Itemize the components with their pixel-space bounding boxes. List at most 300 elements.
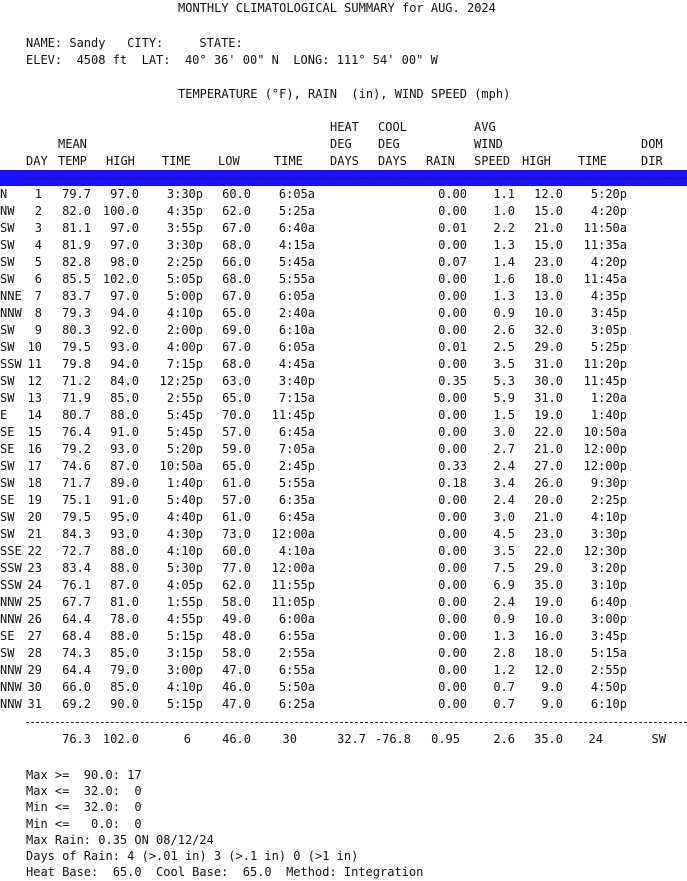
table-row [0,560,687,577]
cell-speed: 1.4 [493,255,515,269]
header-day: DAY [26,154,48,168]
header-heat: HEAT [330,120,359,134]
cell-day: 16 [27,442,42,456]
cell-wtime: 5:20p [590,187,627,201]
cell-low: 59.0 [222,442,251,456]
cell-high: 91.0 [110,425,139,439]
cell-rain: 0.00 [438,612,467,626]
table-row [0,441,687,458]
cell-day: 27 [27,629,42,643]
total-high: 102.0 [102,732,139,746]
cell-time: 5:00p [166,289,203,303]
cell-high: 89.0 [110,476,139,490]
stat-max-rain: Max Rain: 0.35 ON 08/12/24 [26,832,214,847]
cell-speed: 3.0 [493,510,515,524]
cell-speed: 2.8 [493,646,515,660]
cell-time2: 2:45p [278,459,315,473]
cell-low: 60.0 [222,187,251,201]
cell-mean: 80.7 [62,408,91,422]
cell-mean: 81.9 [62,238,91,252]
cell-wtime: 4:20p [590,255,627,269]
cell-time2: 7:15a [278,391,315,405]
cell-whigh: 18.0 [534,646,563,660]
cell-low: 57.0 [222,493,251,507]
cell-rain: 0.00 [438,425,467,439]
cell-dir: SW [0,238,15,252]
cell-high: 85.0 [110,391,139,405]
cell-whigh: 31.0 [534,357,563,371]
cell-rain: 0.00 [438,306,467,320]
cell-speed: 0.9 [493,306,515,320]
cell-dir: SW [0,374,15,388]
total-low-day: 30 [282,732,297,746]
cell-low: 63.0 [222,374,251,388]
cell-low: 49.0 [222,612,251,626]
cell-dir: SSW [0,561,22,575]
cell-speed: 1.2 [493,663,515,677]
cell-wtime: 11:50a [583,221,627,235]
cell-time: 5:30p [166,561,203,575]
cell-day: 6 [34,272,42,286]
cell-dir: NNW [0,612,22,626]
cell-mean: 80.3 [62,323,91,337]
table-row [0,628,687,645]
cell-time2: 5:55a [278,476,315,490]
cell-time2: 6:35a [278,493,315,507]
header-heat-deg: DEG [330,137,352,151]
table-row [0,322,687,339]
cell-speed: 0.7 [493,680,515,694]
cell-mean: 64.4 [62,612,91,626]
cell-low: 65.0 [222,306,251,320]
cell-high: 97.0 [110,221,139,235]
cell-rain: 0.00 [438,493,467,507]
cell-wtime: 3:20p [590,561,627,575]
cell-dir: NNW [0,595,22,609]
cell-time: 4:10p [166,680,203,694]
cell-wtime: 3:10p [590,578,627,592]
cell-whigh: 23.0 [534,527,563,541]
cell-time: 1:55p [166,595,203,609]
cell-time2: 6:05a [278,340,315,354]
cell-speed: 0.7 [493,697,515,711]
cell-dir: SW [0,527,15,541]
stat-min-le-32: Min <= 32.0: 0 [26,800,142,815]
stat-min-le-0: Min <= 0.0: 0 [26,816,142,831]
table-row [0,203,687,220]
cell-whigh: 23.0 [534,255,563,269]
cell-whigh: 15.0 [534,204,563,218]
cell-time2: 6:00a [278,612,315,626]
cell-wtime: 11:35a [583,238,627,252]
table-row [0,662,687,679]
cell-wtime: 4:10p [590,510,627,524]
header-heat-days: DAYS [330,154,359,168]
cell-low: 62.0 [222,204,251,218]
cell-time: 4:00p [166,340,203,354]
header-cool-deg: DEG [378,137,400,151]
table-row [0,305,687,322]
table-row [0,458,687,475]
cell-speed: 2.4 [493,493,515,507]
header-rain: RAIN [426,154,455,168]
cell-low: 68.0 [222,238,251,252]
cell-whigh: 30.0 [534,374,563,388]
cell-time2: 6:05a [278,289,315,303]
cell-dir: SW [0,340,15,354]
cell-whigh: 9.0 [541,680,563,694]
header-dir: DIR [641,154,663,168]
cell-time: 3:30p [166,187,203,201]
cell-rain: 0.35 [438,374,467,388]
cell-whigh: 19.0 [534,595,563,609]
cell-rain: 0.00 [438,272,467,286]
cell-day: 18 [27,476,42,490]
cell-dir: N [0,187,8,201]
cell-mean: 79.2 [62,442,91,456]
cell-wtime: 12:30p [583,544,627,558]
cell-wtime: 2:55p [590,663,627,677]
cell-rain: 0.00 [438,510,467,524]
cell-speed: 5.3 [493,374,515,388]
cell-wtime: 10:50a [583,425,627,439]
header-cool-days: DAYS [378,154,407,168]
cell-low: 57.0 [222,425,251,439]
cell-dir: NNE [0,289,22,303]
cell-wtime: 3:05p [590,323,627,337]
cell-low: 58.0 [222,595,251,609]
total-cool-days: -76.8 [374,732,411,746]
cell-mean: 69.2 [62,697,91,711]
cell-whigh: 18.0 [534,272,563,286]
cell-whigh: 29.0 [534,561,563,575]
cell-rain: 0.00 [438,697,467,711]
table-row [0,373,687,390]
totals-separator [26,722,687,723]
cell-mean: 83.4 [62,561,91,575]
header-wind-time: TIME [578,154,607,168]
cell-wtime: 6:40p [590,595,627,609]
stat-max-le-32: Max <= 32.0: 0 [26,784,142,799]
cell-dir: NNW [0,663,22,677]
cell-speed: 2.6 [493,323,515,337]
cell-day: 25 [27,595,42,609]
cell-wtime: 3:45p [590,306,627,320]
header-avg: AVG [474,120,496,134]
cell-day: 30 [27,680,42,694]
cell-mean: 64.4 [62,663,91,677]
cell-time: 10:50a [159,459,203,473]
table-row [0,509,687,526]
cell-speed: 7.5 [493,561,515,575]
cell-time2: 6:45a [278,425,315,439]
table-row [0,543,687,560]
cell-mean: 68.4 [62,629,91,643]
cell-dir: SW [0,510,15,524]
cell-rain: 0.00 [438,323,467,337]
table-row [0,220,687,237]
cell-day: 7 [34,289,42,303]
cell-low: 62.0 [222,578,251,592]
cell-speed: 1.5 [493,408,515,422]
cell-time: 3:00p [166,663,203,677]
cell-mean: 71.2 [62,374,91,388]
cell-mean: 76.1 [62,578,91,592]
cell-low: 58.0 [222,646,251,660]
cell-wtime: 11:20p [583,357,627,371]
table-row [0,611,687,628]
cell-day: 1 [34,187,42,201]
cell-high: 97.0 [110,289,139,303]
cell-rain: 0.00 [438,289,467,303]
table-row [0,696,687,713]
cell-low: 65.0 [222,391,251,405]
cell-high: 81.0 [110,595,139,609]
cell-time: 4:10p [166,544,203,558]
cell-low: 48.0 [222,629,251,643]
cell-day: 28 [27,646,42,660]
cell-rain: 0.33 [438,459,467,473]
total-wind-day: 24 [588,732,603,746]
cell-time: 2:25p [166,255,203,269]
cell-dir: SW [0,221,15,235]
total-rain: 0.95 [431,732,460,746]
total-high-day: 6 [183,732,191,746]
cell-time: 4:30p [166,527,203,541]
report-title: MONTHLY CLIMATOLOGICAL SUMMARY for AUG. 2024 [178,1,496,15]
cell-rain: 0.00 [438,595,467,609]
cell-high: 94.0 [110,306,139,320]
cell-dir: SW [0,323,15,337]
cell-low: 67.0 [222,289,251,303]
cell-speed: 3.0 [493,425,515,439]
cell-time2: 6:25a [278,697,315,711]
header-mean: MEAN [58,137,87,151]
cell-speed: 6.9 [493,578,515,592]
table-row [0,594,687,611]
cell-wtime: 12:00p [583,459,627,473]
cell-wtime: 3:30p [590,527,627,541]
cell-high: 88.0 [110,629,139,643]
cell-time: 5:45p [166,425,203,439]
cell-whigh: 27.0 [534,459,563,473]
cell-time2: 6:05a [278,187,315,201]
cell-speed: 4.5 [493,527,515,541]
cell-time: 1:40p [166,476,203,490]
cell-mean: 75.1 [62,493,91,507]
cell-time: 5:05p [166,272,203,286]
cell-low: 47.0 [222,663,251,677]
cell-day: 13 [27,391,42,405]
cell-rain: 0.00 [438,187,467,201]
cell-high: 90.0 [110,697,139,711]
cell-day: 15 [27,425,42,439]
stat-bases: Heat Base: 65.0 Cool Base: 65.0 Method: Integration [26,865,424,880]
cell-whigh: 22.0 [534,544,563,558]
cell-whigh: 21.0 [534,221,563,235]
cell-time: 2:55p [166,391,203,405]
cell-mean: 79.7 [62,187,91,201]
cell-mean: 84.3 [62,527,91,541]
cell-dir: NNW [0,306,22,320]
cell-high: 97.0 [110,187,139,201]
cell-dir: E [0,408,8,422]
header-time: TIME [162,154,191,168]
cell-time: 7:15p [166,357,203,371]
cell-dir: SW [0,272,15,286]
separator-line [26,178,687,179]
cell-time2: 2:40a [278,306,315,320]
cell-wtime: 9:30p [590,476,627,490]
cell-high: 91.0 [110,493,139,507]
total-dom-dir: SW [651,732,666,746]
cell-wtime: 11:45p [583,374,627,388]
summary-stats [26,767,423,880]
cell-wtime: 12:00p [583,442,627,456]
cell-speed: 3.5 [493,357,515,371]
cell-high: 94.0 [110,357,139,371]
cell-speed: 1.3 [493,238,515,252]
cell-day: 21 [27,527,42,541]
cell-day: 29 [27,663,42,677]
cell-whigh: 12.0 [534,663,563,677]
cell-mean: 79.5 [62,510,91,524]
cell-mean: 74.3 [62,646,91,660]
table-row [0,679,687,696]
header-cool: COOL [378,120,407,134]
cell-speed: 1.6 [493,272,515,286]
cell-speed: 1.1 [493,187,515,201]
cell-rain: 0.00 [438,408,467,422]
cell-high: 93.0 [110,340,139,354]
units-subtitle: TEMPERATURE (°F), RAIN (in), WIND SPEED (mph) [178,87,511,101]
cell-speed: 1.0 [493,204,515,218]
cell-dir: SW [0,391,15,405]
header-speed: SPEED [474,154,511,168]
cell-wtime: 5:15a [590,646,627,660]
header-wind-high: HIGH [522,154,551,168]
cell-high: 93.0 [110,527,139,541]
cell-time: 2:00p [166,323,203,337]
cell-day: 26 [27,612,42,626]
total-heat-days: 32.7 [337,732,366,746]
cell-day: 4 [34,238,42,252]
cell-whigh: 26.0 [534,476,563,490]
cell-high: 93.0 [110,442,139,456]
cell-high: 92.0 [110,323,139,337]
table-row [0,356,687,373]
table-row [0,254,687,271]
table-row [0,271,687,288]
cell-day: 5 [34,255,42,269]
cell-speed: 3.4 [493,476,515,490]
cell-rain: 0.07 [438,255,467,269]
total-low: 46.0 [222,732,251,746]
cell-low: 69.0 [222,323,251,337]
cell-rain: 0.18 [438,476,467,490]
table-row [0,492,687,509]
cell-rain: 0.00 [438,561,467,575]
cell-dir: SSW [0,578,22,592]
cell-rain: 0.00 [438,578,467,592]
cell-time2: 2:55a [278,646,315,660]
cell-high: 100.0 [102,204,139,218]
cell-whigh: 29.0 [534,340,563,354]
cell-high: 88.0 [110,408,139,422]
cell-wtime: 4:20p [590,204,627,218]
cell-dir: SW [0,459,15,473]
header-high: HIGH [106,154,135,168]
cell-whigh: 32.0 [534,323,563,337]
cell-mean: 72.7 [62,544,91,558]
cell-rain: 0.01 [438,340,467,354]
cell-high: 84.0 [110,374,139,388]
header-dom: DOM [641,137,663,151]
cell-time2: 4:45a [278,357,315,371]
cell-low: 60.0 [222,544,251,558]
cell-time: 3:30p [166,238,203,252]
cell-low: 68.0 [222,272,251,286]
cell-time2: 5:55a [278,272,315,286]
cell-whigh: 13.0 [534,289,563,303]
cell-whigh: 31.0 [534,391,563,405]
table-row [0,577,687,594]
cell-whigh: 19.0 [534,408,563,422]
cell-rain: 0.00 [438,527,467,541]
cell-dir: SSW [0,357,22,371]
cell-high: 85.0 [110,646,139,660]
cell-mean: 67.7 [62,595,91,609]
cell-low: 66.0 [222,255,251,269]
cell-day: 14 [27,408,42,422]
cell-time: 3:15p [166,646,203,660]
cell-whigh: 15.0 [534,238,563,252]
cell-rain: 0.01 [438,221,467,235]
cell-time2: 12:00a [271,561,315,575]
cell-wtime: 1:40p [590,408,627,422]
cell-time: 3:55p [166,221,203,235]
cell-dir: NNW [0,697,22,711]
cell-time: 5:15p [166,697,203,711]
cell-dir: SE [0,442,15,456]
cell-high: 88.0 [110,561,139,575]
cell-mean: 85.5 [62,272,91,286]
cell-time: 4:40p [166,510,203,524]
cell-time2: 6:55a [278,629,315,643]
table-row [0,390,687,407]
cell-whigh: 12.0 [534,187,563,201]
cell-speed: 2.4 [493,595,515,609]
cell-dir: NNW [0,680,22,694]
cell-low: 73.0 [222,527,251,541]
cell-speed: 5.9 [493,391,515,405]
cell-dir: SSE [0,544,22,558]
cell-rain: 0.00 [438,646,467,660]
cell-day: 20 [27,510,42,524]
cell-low: 46.0 [222,680,251,694]
cell-speed: 2.2 [493,221,515,235]
cell-rain: 0.00 [438,680,467,694]
cell-time: 4:35p [166,204,203,218]
cell-time: 5:45p [166,408,203,422]
totals-row [0,731,687,748]
cell-whigh: 20.0 [534,493,563,507]
cell-dir: SW [0,476,15,490]
cell-speed: 0.9 [493,612,515,626]
station-name-line: NAME: Sandy CITY: STATE: [26,36,243,50]
cell-day: 9 [34,323,42,337]
cell-mean: 71.9 [62,391,91,405]
